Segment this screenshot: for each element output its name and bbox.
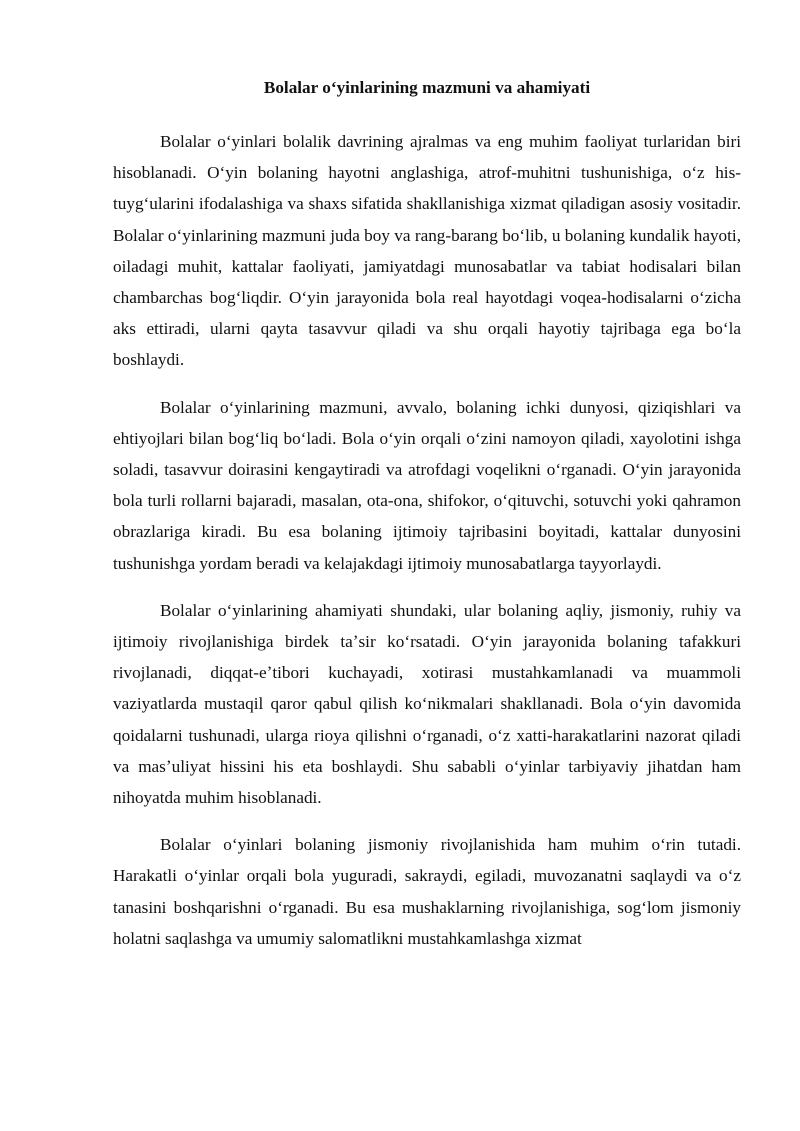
paragraph-4: Bolalar oʻyinlari bolaning jismoniy rivojlanishida ham muhim oʻrin tutadi. Harakatli oʻyinlar orqali bola yuguradi, sakraydi, egiladi, muvozanatni saqlaydi va oʻz tanasini boshqarishni oʻrganadi. Bu esa mushaklarning rivojlanishiga, sogʻlom jismoniy holatni saqlashga va umumiy salomatlikni mustahkamlashga xizmat [113, 835, 741, 948]
document-title: Bolalar oʻyinlarining mazmuni va ahamiyati [263, 78, 591, 97]
paragraph-2: Bolalar oʻyinlarining mazmuni, avvalo, bolaning ichki dunyosi, qiziqishlari va ehtiyojlari bilan bogʻliq boʻladi. Bola oʻyin orqali oʻzini namoyon qiladi, xayolotini ishga soladi, tasavvur doirasini kengaytiradi va atrofdagi voqelikni oʻrganadi. Oʻyin jarayonida bola turli rollarni bajaradi, masalan, ota-ona, shifokor, oʻqituvchi, sotuvchi yoki qahramon obrazlariga kiradi. Bu esa bolaning ijtimoiy tajribasini boyitadi, kattalar dunyosini tushunishga yordam beradi va kelajakdagi ijtimoiy munosabatlarga tayyorlaydi. [113, 397, 741, 573]
paragraph-1: Bolalar oʻyinlari bolalik davrining ajralmas va eng muhim faoliyat turlaridan biri hisoblanadi. Oʻyin bolaning hayotni anglashiga, atrof-muhitni tushunishiga, oʻz his-tuygʻularini ifodalashiga va shaxs sifatida shakllanishiga xizmat qiladigan asosiy vositadir. Bolalar oʻyinlarining mazmuni juda boy va rang-barang boʻlib, u bolaning kundalik hayoti, oiladagi muhit, kattalar faoliyati, jamiyatdagi munosabatlar va tabiat hodisalari bilan chambarchas bogʻliqdir. Oʻyin jarayonida bola real hayotdagi voqea-hodisalarni oʻzicha aks ettiradi, ularni qayta tasavvur qiladi va shu orqali hayotiy tajribaga ega boʻla boshlaydi. [113, 132, 741, 370]
document-body [113, 72, 741, 970]
paragraph-3: Bolalar oʻyinlarining ahamiyati shundaki, ular bolaning aqliy, jismoniy, ruhiy va ijtimoiy rivojlanishiga birdek taʼsir koʻrsatadi. Oʻyin jarayonida bolaning tafakkuri rivojlanadi, diqqat-eʼtibori kuchayadi, xotirasi mustahkamlanadi va muammoli vaziyatlarda mustaqil qaror qabul qilish koʻnikmalari shakllanadi. Bola oʻyin davomida qoidalarni tushunadi, ularga rioya qilishni oʻrganadi, oʻz xatti-harakatlarini nazorat qiladi va masʼuliyat hissini his eta boshlaydi. Shu sababli oʻyinlar tarbiyaviy jihatdan ham nihoyatda muhim hisoblanadi. [113, 600, 741, 808]
